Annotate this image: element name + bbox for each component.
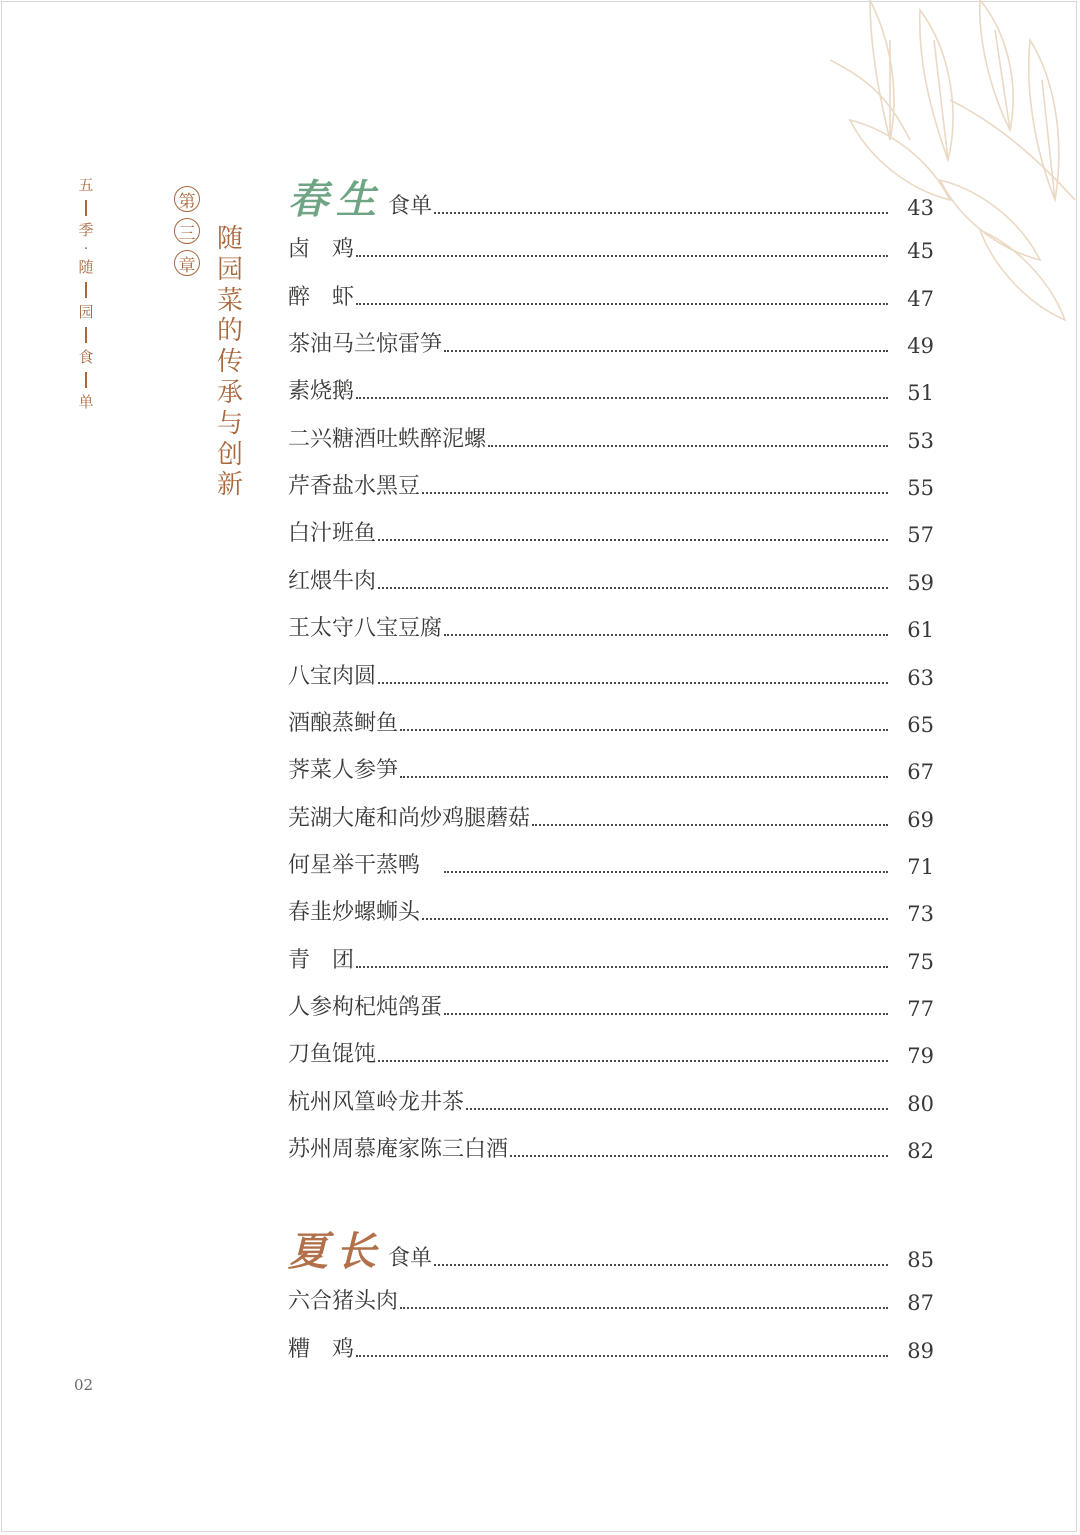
entry-title: 刀鱼馄饨 xyxy=(288,1042,377,1068)
season-title: 夏长 xyxy=(288,1228,384,1275)
page-ref: 69 xyxy=(907,807,934,832)
toc-entry[interactable] xyxy=(288,1285,934,1315)
entry-title: 杭州风篁岭龙井茶 xyxy=(288,1089,465,1115)
page-ref: 51 xyxy=(907,381,934,406)
page-ref: 65 xyxy=(907,712,934,737)
toc-entry[interactable] xyxy=(288,944,934,974)
running-title-char: 随 xyxy=(78,258,94,276)
dot-leader xyxy=(444,350,888,352)
running-title xyxy=(76,178,96,410)
entry-title: 白汁班鱼 xyxy=(288,521,377,547)
chapter-number xyxy=(172,186,202,276)
running-title-char: 园 xyxy=(78,303,94,321)
dot-leader xyxy=(356,255,888,257)
entry-title: 醉 虾 xyxy=(288,284,355,310)
toc-entry[interactable] xyxy=(288,612,934,642)
dot-leader xyxy=(356,1355,888,1357)
toc-entry[interactable] xyxy=(288,802,934,832)
toc-entry[interactable] xyxy=(288,1333,934,1363)
entry-title: 王太守八宝豆腐 xyxy=(288,616,443,642)
dot-leader xyxy=(510,1155,888,1157)
season-title: 春生 xyxy=(288,176,384,223)
page-ref: 55 xyxy=(907,476,934,501)
page-ref: 80 xyxy=(907,1091,934,1116)
toc-entry[interactable] xyxy=(288,281,934,311)
section-label: 食单 xyxy=(388,1246,433,1271)
entry-title: 红煨牛肉 xyxy=(288,568,377,594)
divider xyxy=(85,327,87,343)
dot-leader xyxy=(422,918,888,920)
toc-entry[interactable] xyxy=(288,470,934,500)
page-ref: 45 xyxy=(907,239,934,264)
toc-entry[interactable] xyxy=(288,565,934,595)
entry-title: 六合猪头肉 xyxy=(288,1289,399,1315)
dot-leader xyxy=(378,1060,888,1062)
entry-title: 酒酿蒸鲥鱼 xyxy=(288,710,399,736)
page-ref: 43 xyxy=(907,196,934,220)
entry-title: 二兴糖酒吐蛈醉泥螺 xyxy=(288,426,487,452)
entry-title: 何星举干蒸鸭 xyxy=(288,852,443,878)
entry-title: 春韭炒螺蛳头 xyxy=(288,900,421,926)
section-label: 食单 xyxy=(388,194,433,219)
chapter-title-char: 随 xyxy=(216,224,243,254)
page-ref: 77 xyxy=(907,996,934,1021)
entry-title: 茶油马兰惊雷笋 xyxy=(288,332,443,358)
entry-title: 芹香盐水黑豆 xyxy=(288,474,421,500)
chapter-title-char: 的 xyxy=(216,316,243,347)
entry-title: 糟 鸡 xyxy=(288,1336,355,1362)
dot-leader xyxy=(444,634,888,636)
dot-leader xyxy=(378,539,888,541)
dot-leader xyxy=(356,966,888,968)
running-title-char: 季 xyxy=(78,221,94,239)
running-title-char: 单 xyxy=(78,393,94,411)
chapter-title-char: 承 xyxy=(216,377,243,408)
toc-entry[interactable] xyxy=(288,991,934,1021)
dot-leader xyxy=(466,1108,888,1110)
dot-leader xyxy=(444,1013,888,1015)
page-ref: 75 xyxy=(907,949,934,974)
table-of-contents xyxy=(288,0,938,1535)
chapter-title-char: 创 xyxy=(216,439,243,470)
dot-leader xyxy=(422,492,888,494)
dot-leader xyxy=(378,587,888,589)
entry-title: 人参枸杞炖鸽蛋 xyxy=(288,994,443,1020)
toc-entry[interactable] xyxy=(288,233,934,263)
divider xyxy=(85,200,87,216)
page-ref: 85 xyxy=(907,1248,934,1272)
page-ref: 47 xyxy=(907,286,934,311)
divider xyxy=(85,372,87,388)
toc-entry[interactable] xyxy=(288,707,934,737)
page-ref: 73 xyxy=(907,902,934,927)
page-ref: 71 xyxy=(907,854,934,879)
dot-leader xyxy=(356,397,888,399)
dot-leader xyxy=(400,729,888,731)
toc-entry[interactable] xyxy=(288,1133,934,1163)
toc-section-heading[interactable] xyxy=(288,176,934,223)
toc-section-heading[interactable] xyxy=(288,1228,934,1275)
toc-entry[interactable] xyxy=(288,328,934,358)
chapter-title-char: 传 xyxy=(216,347,243,378)
dot-leader xyxy=(488,445,888,447)
dot-leader xyxy=(400,776,888,778)
page-ref: 67 xyxy=(907,760,934,785)
dot-leader xyxy=(400,1307,888,1309)
entry-title: 荠菜人参笋 xyxy=(288,758,399,784)
page-ref: 61 xyxy=(907,618,934,643)
chapter-title xyxy=(214,226,246,503)
toc-entry[interactable] xyxy=(288,849,934,879)
chapter-circle: 第 xyxy=(174,186,200,212)
chapter-title-char: 新 xyxy=(216,470,243,501)
page-ref: 49 xyxy=(907,334,934,359)
page-ref: 79 xyxy=(907,1044,934,1069)
page-ref: 89 xyxy=(907,1338,934,1363)
page-ref: 53 xyxy=(907,428,934,453)
divider xyxy=(85,282,87,298)
page-ref: 59 xyxy=(907,570,934,595)
toc-entry[interactable] xyxy=(288,1086,934,1116)
dot-leader xyxy=(532,824,888,826)
chapter-circle: 三 xyxy=(174,218,200,244)
toc-entry[interactable] xyxy=(288,1038,934,1068)
entry-title: 青 团 xyxy=(288,947,355,973)
toc-entry[interactable] xyxy=(288,660,934,690)
chapter-circle: 章 xyxy=(174,250,200,276)
dot-leader xyxy=(444,871,888,873)
chapter-title-char: 菜 xyxy=(216,285,243,316)
toc-entry[interactable] xyxy=(288,375,934,405)
entry-title: 卤 鸡 xyxy=(288,237,355,263)
toc-entry[interactable] xyxy=(288,517,934,547)
entry-title: 苏州周慕庵家陈三白酒 xyxy=(288,1137,509,1162)
entry-title: 芜湖大庵和尚炒鸡腿蘑菇 xyxy=(288,805,531,831)
chapter-title-char: 与 xyxy=(216,408,243,439)
page-ref: 82 xyxy=(907,1139,934,1163)
page-ref: 63 xyxy=(907,665,934,690)
dot-leader xyxy=(434,1264,888,1266)
page-number: 02 xyxy=(74,1376,94,1394)
dot-leader xyxy=(378,682,888,684)
toc-entry[interactable] xyxy=(288,896,934,926)
running-title-char: 食 xyxy=(78,348,94,366)
chapter-title-char: 园 xyxy=(216,254,243,285)
running-title-char: 五 xyxy=(78,176,94,194)
dot-leader xyxy=(356,303,888,305)
entry-title: 八宝肉圆 xyxy=(288,663,377,689)
dot-leader xyxy=(434,212,888,214)
entry-title: 素烧鹅 xyxy=(288,379,355,405)
separator-dot: · xyxy=(83,241,89,257)
page-ref: 87 xyxy=(907,1291,934,1316)
toc-entry[interactable] xyxy=(288,423,934,453)
page-ref: 57 xyxy=(907,523,934,548)
toc-entry[interactable] xyxy=(288,754,934,784)
